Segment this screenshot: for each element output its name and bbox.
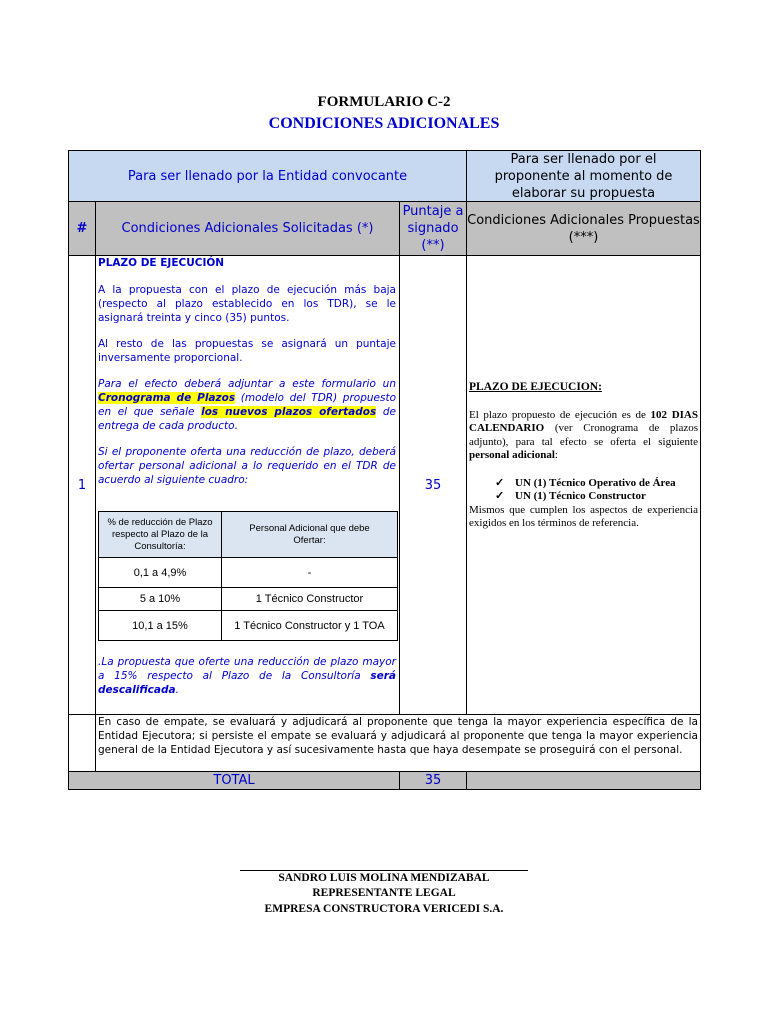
- reduction-row-staff: [221, 610, 398, 641]
- p5-text-a: .La propuesta que oferte una reducción de plazo mayor a 15% respecto al Plazo de la Consultoría: [98, 656, 396, 682]
- total-label: TOTAL: [213, 773, 255, 788]
- signatory-role: REPRESENTANTE LEGAL: [312, 887, 456, 899]
- staff-value: 1 Técnico Constructor: [255, 593, 364, 605]
- proposal-closing: Mismos que cumplen los aspectos de experiencia exigidos en los términos de referencia.: [469, 503, 698, 529]
- col-score-label: Puntaje asignado (**): [402, 204, 464, 253]
- reduction-row-staff: [221, 587, 398, 611]
- row1-conditions-cell: [95, 255, 400, 715]
- proposal-text-a: El plazo propuesto de ejecución es de: [469, 408, 651, 421]
- row1-score: 35: [424, 477, 442, 493]
- total-empty-cell: [466, 771, 701, 790]
- col-score-header: [399, 201, 467, 256]
- entity-header-cell: [68, 150, 467, 202]
- form-title: CONDICIONES ADICIONALES: [268, 115, 500, 132]
- p5-text-c: .: [175, 684, 179, 696]
- reduction-row-range: [98, 587, 222, 611]
- signatory-company: EMPRESA CONSTRUCTORA VERICEDI S.A.: [264, 903, 504, 915]
- total-label-cell: [68, 771, 400, 790]
- proposal-staff-item-label: UN (1) Técnico Operativo de Área: [515, 476, 676, 489]
- row1-number-cell: [68, 255, 96, 715]
- proponent-header: Para ser llenado por el proponente al momento de elaborar su propuesta: [494, 151, 673, 201]
- range-value: 5 a 10%: [139, 593, 181, 605]
- proposal-staff-item: [469, 477, 698, 491]
- proposal-staff-list: [469, 477, 698, 504]
- paragraph-1: A la propuesta con el plazo de ejecución más baja (respecto al plazo establecido en los TDR), se le asignará treinta y cinco (35) puntos.: [98, 284, 396, 324]
- reduction-header-2: [221, 511, 398, 558]
- p3-text-e: de entrega de cada producto.: [98, 406, 396, 432]
- signature-line: [240, 870, 528, 871]
- col-conditions-header: [95, 201, 400, 256]
- row1-proposal-cell: [466, 255, 701, 715]
- paragraph-4: Si el proponente oferta una reducción de plazo, deberá ofertar personal adicional a lo requerido en el TDR de acuerdo al siguiente cuadro:: [98, 446, 396, 486]
- staff-value: 1 Técnico Constructor y 1 TOA: [234, 619, 385, 632]
- reduction-header-1: [98, 511, 222, 558]
- p5-disqualified: será descalificada: [98, 670, 396, 696]
- entity-header: Para ser llenado por la Entidad convocante: [127, 168, 408, 184]
- signatory-name: SANDRO LUIS MOLINA MENDIZABAL: [278, 872, 490, 884]
- reduction-header-2-label: Personal Adicional que debe Ofertar:: [249, 522, 370, 546]
- range-value: 0,1 a 4,9%: [133, 566, 187, 579]
- proponent-header-cell: [466, 150, 701, 202]
- reduction-header-1-label: % de reducción de Plazo respecto al Plazo de la Consultoría:: [107, 516, 213, 552]
- tie-text: En caso de empate, se evaluará y adjudicará al proponente que tenga la mayor experiencia específica de la Entidad Ejecutora; si persiste el empate se evaluará y adjudicará al proponente que tenga la mayor experiencia general de la Entidad Ejecutora y así sucesivamente hasta que haya desempate se proseguirá con el personal.: [98, 716, 698, 756]
- paragraph-2: Al resto de las propuestas se asignará un puntaje inversamente proporcional.: [98, 338, 396, 364]
- proposal-title: PLAZO DE EJECUCION:: [469, 381, 602, 393]
- checkmark-icon: ✓: [495, 490, 505, 502]
- proposal-additional-staff: personal adicional: [469, 449, 555, 461]
- reduction-row-range: [98, 610, 222, 641]
- col-proposed-label: Condiciones Adicionales Propuestas (***): [467, 212, 700, 245]
- tie-number-cell: [68, 714, 96, 772]
- reduction-row-staff: [221, 557, 398, 588]
- total-value-cell: [399, 771, 467, 790]
- col-num-header: [68, 201, 96, 256]
- p3-text-a: Para el efecto deberá adjuntar a este formulario un: [98, 378, 396, 390]
- col-proposed-header: [466, 201, 701, 256]
- staff-value: -: [307, 566, 312, 579]
- p3-text-c: (modelo del TDR) propuesto en el que señale: [98, 392, 397, 418]
- col-num-label: #: [76, 221, 88, 236]
- paragraph-3: [98, 377, 396, 433]
- section-title: PLAZO DE EJECUCIÓN: [98, 257, 225, 269]
- row1-score-cell: [399, 255, 467, 715]
- col-conditions-label: Condiciones Adicionales Solicitadas (*): [121, 221, 374, 236]
- total-value: 35: [424, 773, 442, 788]
- checkmark-icon: ✓: [495, 476, 505, 489]
- p3-highlight-new-deadlines: los nuevos plazos ofertados: [201, 406, 377, 418]
- proposal-staff-item-label: UN (1) Técnico Constructor: [515, 490, 646, 502]
- proposal-staff-item: [469, 490, 698, 504]
- proposal-text: [469, 409, 698, 463]
- p3-highlight-schedule: Cronograma de Plazos: [98, 392, 236, 404]
- tie-text-cell: [95, 714, 701, 772]
- proposal-days: 102 DIAS CALENDARIO: [469, 408, 698, 434]
- proposal-text-e: :: [554, 449, 558, 461]
- form-code: FORMULARIO C-2: [317, 94, 451, 110]
- row1-number: 1: [77, 477, 87, 493]
- reduction-row-range: [98, 557, 222, 588]
- proposal-text-c: (ver Cronograma de plazos adjunto), para tal efecto se oferta el siguiente: [469, 422, 698, 448]
- range-value: 10,1 a 15%: [132, 619, 188, 632]
- paragraph-5: [98, 655, 396, 697]
